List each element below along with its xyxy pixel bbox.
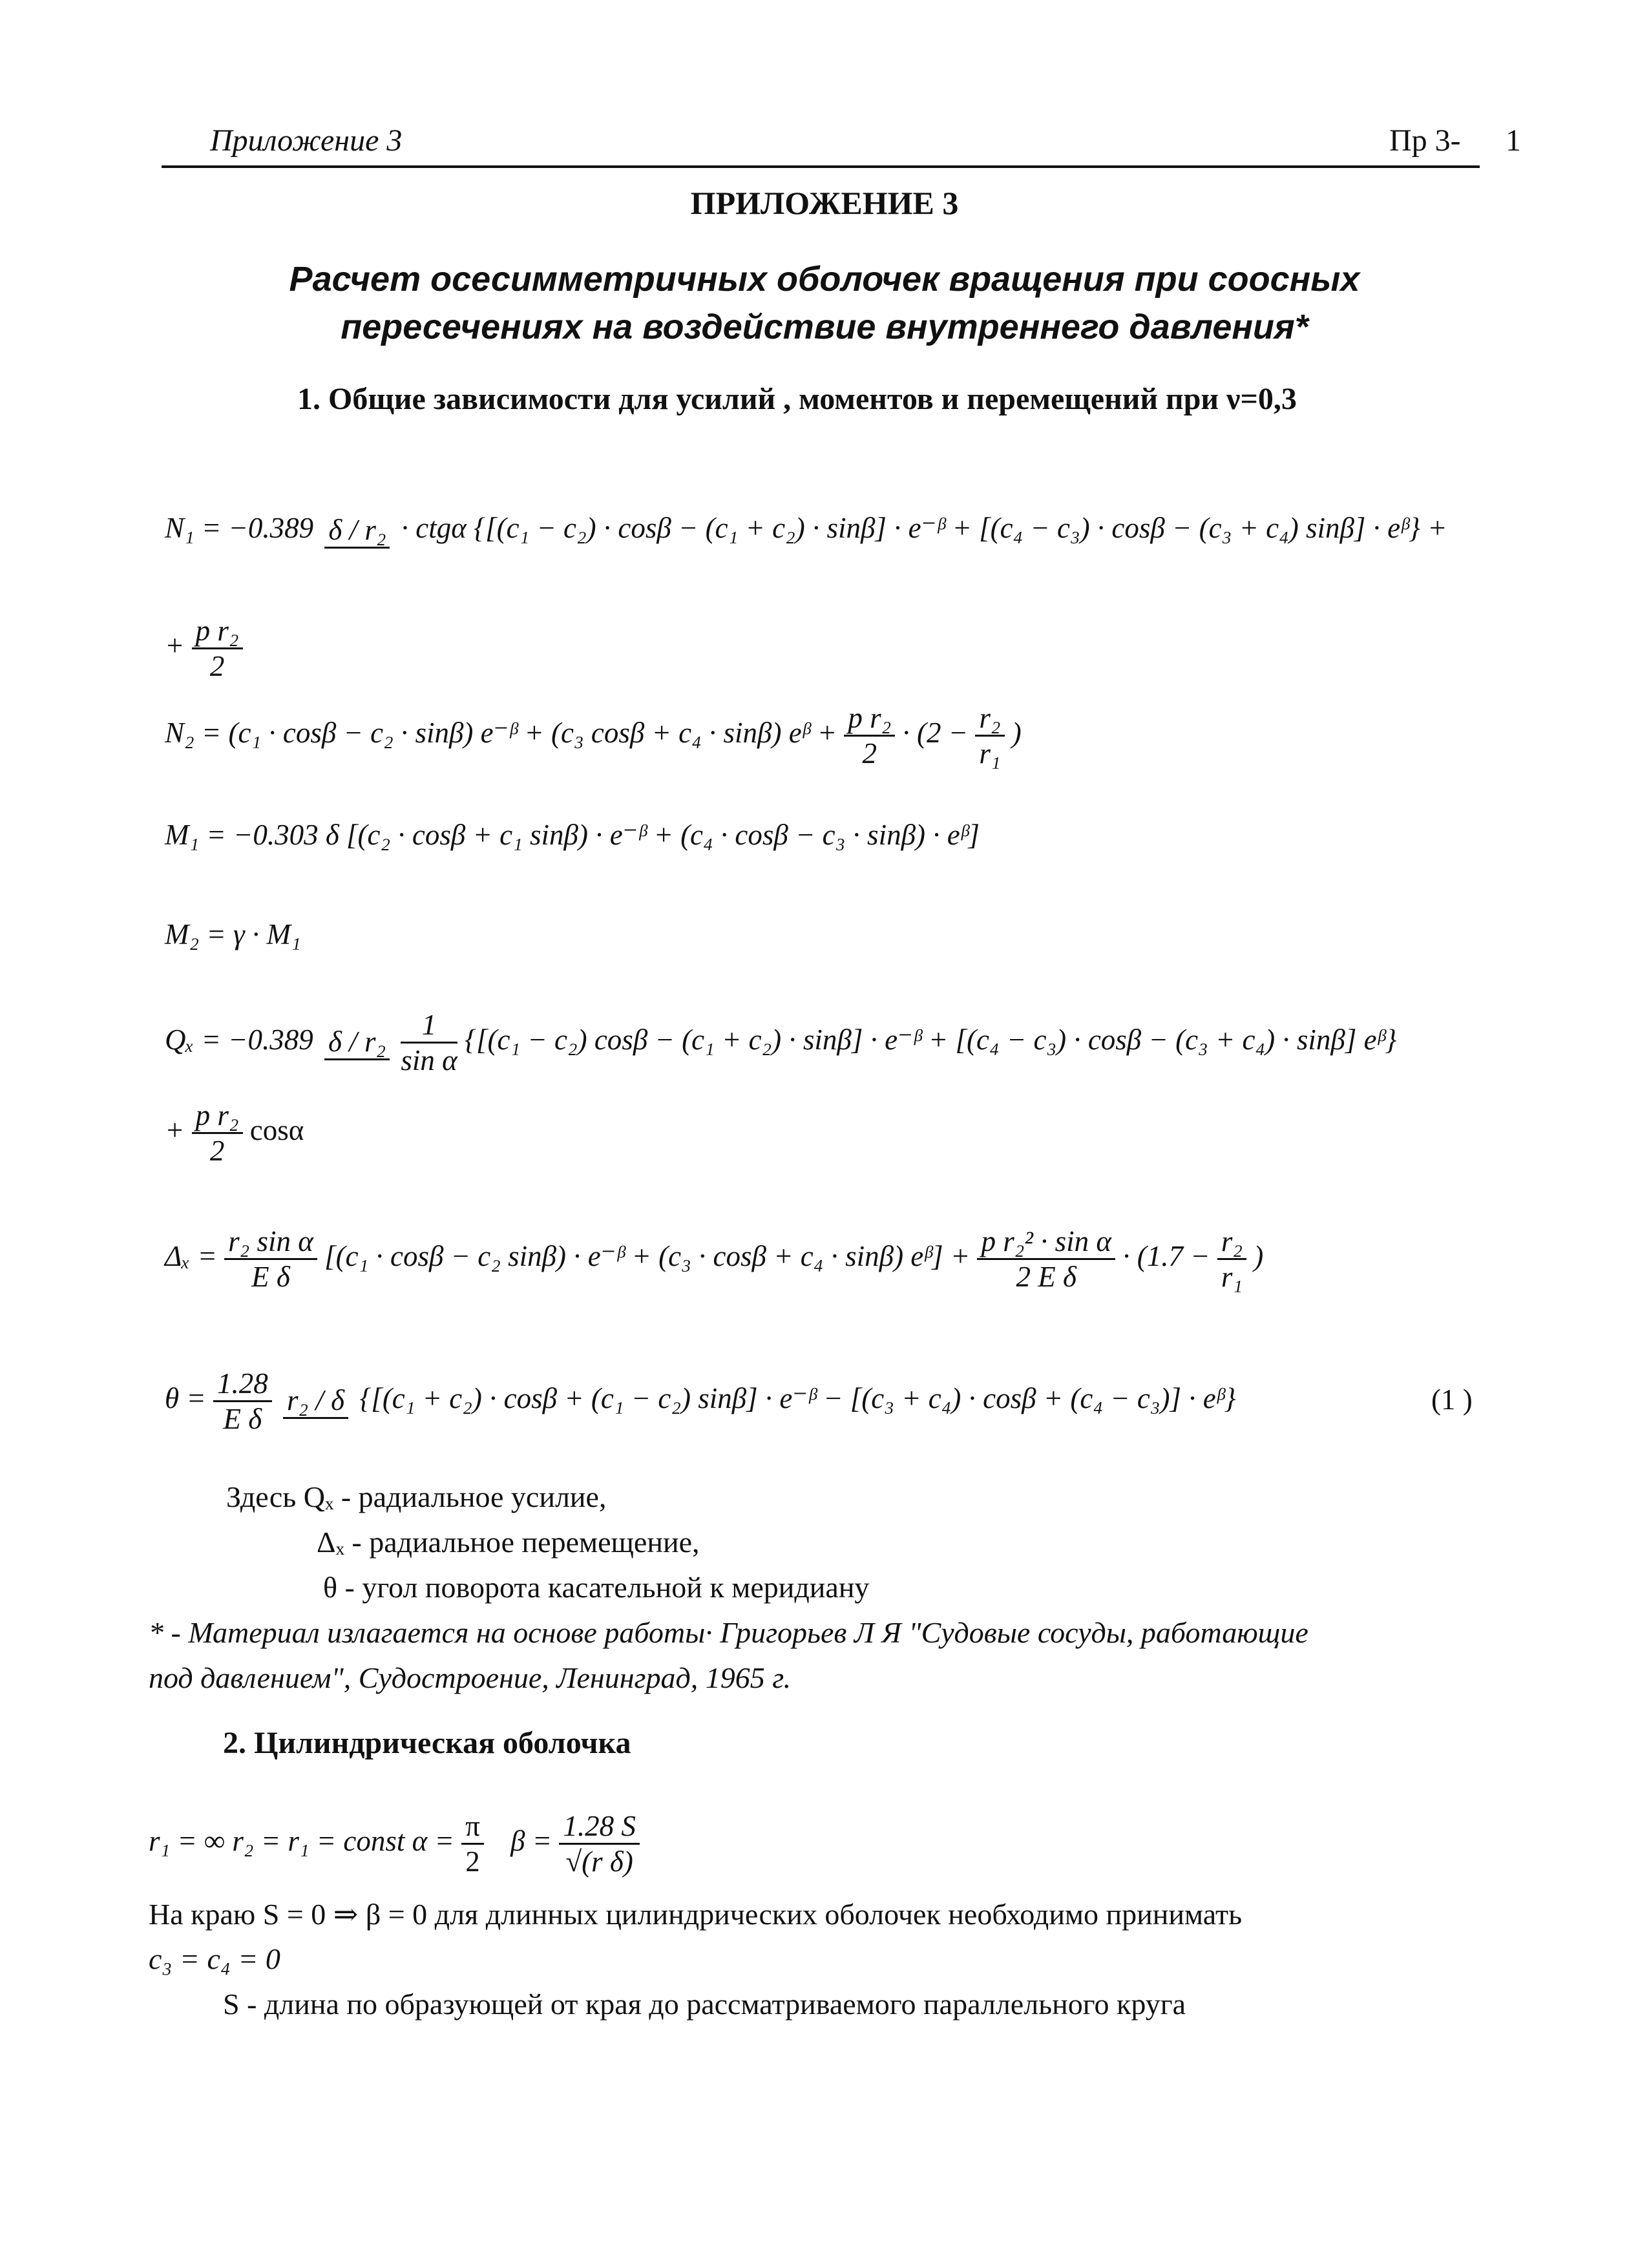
qx-pr2-fraction [192, 1098, 243, 1168]
n1-sqrt-fraction [324, 513, 390, 549]
n1-sqrt: δ / r₂ [324, 513, 390, 549]
n2-pr2-fraction [844, 701, 895, 770]
equation-n2 [165, 701, 1022, 770]
dx-r2-numerator: r₂ [1217, 1224, 1246, 1260]
qx-sqrt: δ / r₂ [324, 1025, 390, 1060]
n2-pr2-numerator: p r₂ [844, 701, 895, 737]
note-delta-x: Δₓ - радиальное перемещение, [317, 1526, 700, 1559]
n1-plus: + [165, 629, 185, 662]
subtitle [194, 255, 1455, 351]
cyl-alpha-numerator: π [461, 1809, 484, 1845]
note-theta: θ - угол поворота касательной к меридиану [323, 1571, 870, 1604]
qx-cos: cosα [249, 1113, 304, 1146]
dx-frac-1-denominator: E δ [251, 1261, 290, 1293]
equation-n1 [165, 510, 1447, 549]
cyl-beta-denominator: √(r δ) [565, 1845, 633, 1878]
theta-lhs: θ = [165, 1381, 206, 1414]
qx-lhs: Qₓ = −0.389 [165, 1023, 313, 1056]
theta-frac [213, 1367, 272, 1436]
cyl-beta-numerator: 1.28 S [559, 1809, 640, 1845]
n1-pr2-fraction [192, 614, 243, 683]
qx-plus: + [165, 1113, 185, 1146]
section-1-heading: 1. Общие зависимости для усилий , моментов и перемещений при ν=0,3 [297, 382, 1297, 416]
equation-n1-cont [165, 614, 243, 683]
qx-pr2-numerator: p r₂ [192, 1098, 243, 1134]
cyl-params [149, 1809, 640, 1878]
cyl-alpha-fraction [461, 1809, 484, 1878]
equation-m1: M₁ = −0.303 δ [(c₂ · cosβ + c₁ sinβ) · e⁻ᵝ + (c₄ · cosβ − c₃ · sinβ) · eᵝ] [165, 819, 980, 851]
qx-sin-fraction [401, 1008, 457, 1077]
cyl-params-text: r₁ = ∞ r₂ = r₁ = const α = [149, 1824, 454, 1857]
equation-number: (1 ) [1431, 1383, 1473, 1416]
page-title: ПРИЛОЖЕНИЕ 3 [690, 185, 959, 221]
dx-frac-1-numerator: r₂ sin α [224, 1224, 317, 1260]
equation-m2: M₂ = γ · M₁ [165, 918, 301, 950]
subtitle-line-1: Расчет осесимметричных оболочек вращения при соосных [289, 260, 1360, 299]
dx-frac-1 [224, 1224, 317, 1294]
n2-mid: · (2 − [902, 716, 969, 749]
equation-theta [165, 1367, 1236, 1436]
n2-r1-denominator: r₁ [979, 737, 1001, 770]
edge-condition-line-1: На краю S = 0 ⇒ β = 0 для длинных цилиндрических оболочек необходимо принимать [149, 1898, 1243, 1931]
equation-delta-x [165, 1224, 1263, 1294]
header-right: Пр 3- [1389, 123, 1461, 158]
n2-main: N₂ = (c₁ · cosβ − c₂ · sinβ) e⁻ᵝ + (c₃ cosβ + c₄ · sinβ) eᵝ + [165, 716, 837, 749]
dx-lhs: Δₓ = [165, 1239, 217, 1272]
cyl-beta-label: β = [510, 1824, 552, 1857]
n1-rhs: · ctgα {[(c₁ − c₂) · cosβ − (c₁ + c₂) · sinβ] · e⁻ᵝ + [(c₄ − c₃) · cosβ − (c₃ + c₄) sinβ] · eᵝ} + [401, 512, 1447, 544]
equation-qx-cont [165, 1098, 304, 1168]
n2-r2-numerator: r₂ [975, 701, 1004, 737]
cyl-alpha-denominator: 2 [465, 1845, 480, 1878]
qx-sin-denominator: sin α [401, 1044, 457, 1076]
qx-sqrt-fraction [324, 1025, 390, 1060]
n1-lhs: N₁ = −0.389 [165, 512, 314, 544]
equation-qx [165, 1008, 1396, 1077]
n1-pr2-numerator: p r₂ [192, 614, 243, 649]
note-qx: Здесь Qₓ - радиальное усилие, [226, 1480, 607, 1513]
section-2-heading: 2. Цилиндрическая оболочка [223, 1726, 631, 1760]
dx-tail: · (1.7 − [1122, 1239, 1210, 1272]
footnote-line-1: * - Материал излагается на основе работы· Григорьев Л Я "Судовые сосуды, работающие [149, 1616, 1308, 1649]
dx-frac-2-numerator: p r₂² · sin α [977, 1224, 1115, 1260]
theta-frac-denominator: E δ [223, 1403, 262, 1435]
header-left: Приложение 3 [210, 123, 403, 158]
cyl-beta-fraction [559, 1809, 640, 1878]
qx-pr2-denominator: 2 [209, 1135, 225, 1167]
header-rule [162, 165, 1480, 168]
qx-sin-numerator: 1 [401, 1008, 457, 1044]
n2-r2r1-fraction [975, 701, 1004, 770]
subtitle-line-2: пересечениях на воздействие внутреннего давления* [341, 308, 1308, 346]
dx-r1-denominator: r₁ [1221, 1261, 1243, 1293]
theta-sqrt: r₂ / δ [283, 1383, 348, 1419]
edge-condition-line-3: S - длина по образующей от края до рассматриваемого параллельного круга [223, 1988, 1186, 2021]
dx-mid: [(c₁ · cosβ − c₂ sinβ) · e⁻ᵝ + (c₃ · cosβ + c₄ · sinβ) eᵝ] + [324, 1239, 971, 1272]
dx-frac-2-denominator: 2 E δ [1016, 1261, 1077, 1293]
dx-close: ) [1254, 1239, 1264, 1272]
theta-sqrt-fraction [283, 1383, 348, 1419]
theta-rhs: {[(c₁ + c₂) · cosβ + (c₁ − c₂) sinβ] · e⁻ᵝ − [(c₃ + c₄) · cosβ + (c₄ − c₃)] · eᵝ} [359, 1381, 1236, 1414]
footnote-line-2: под давлением", Судостроение, Ленинград, 1965 г. [149, 1661, 792, 1694]
n2-pr2-denominator: 2 [862, 737, 877, 770]
page-number: 1 [1506, 123, 1521, 158]
dx-r2r1-fraction [1217, 1224, 1246, 1294]
n2-close: ) [1011, 716, 1022, 749]
theta-frac-numerator: 1.28 [213, 1367, 272, 1402]
n1-pr2-denominator: 2 [209, 650, 225, 682]
dx-frac-2 [977, 1224, 1115, 1294]
qx-rhs: {[(c₁ − c₂) cosβ − (c₁ + c₂) · sinβ] · e⁻ᵝ + [(c₄ − c₃) · cosβ − (c₃ + c₄) · sinβ] eᵝ} [465, 1023, 1397, 1056]
edge-condition-line-2: c₃ = c₄ = 0 [149, 1942, 280, 1975]
